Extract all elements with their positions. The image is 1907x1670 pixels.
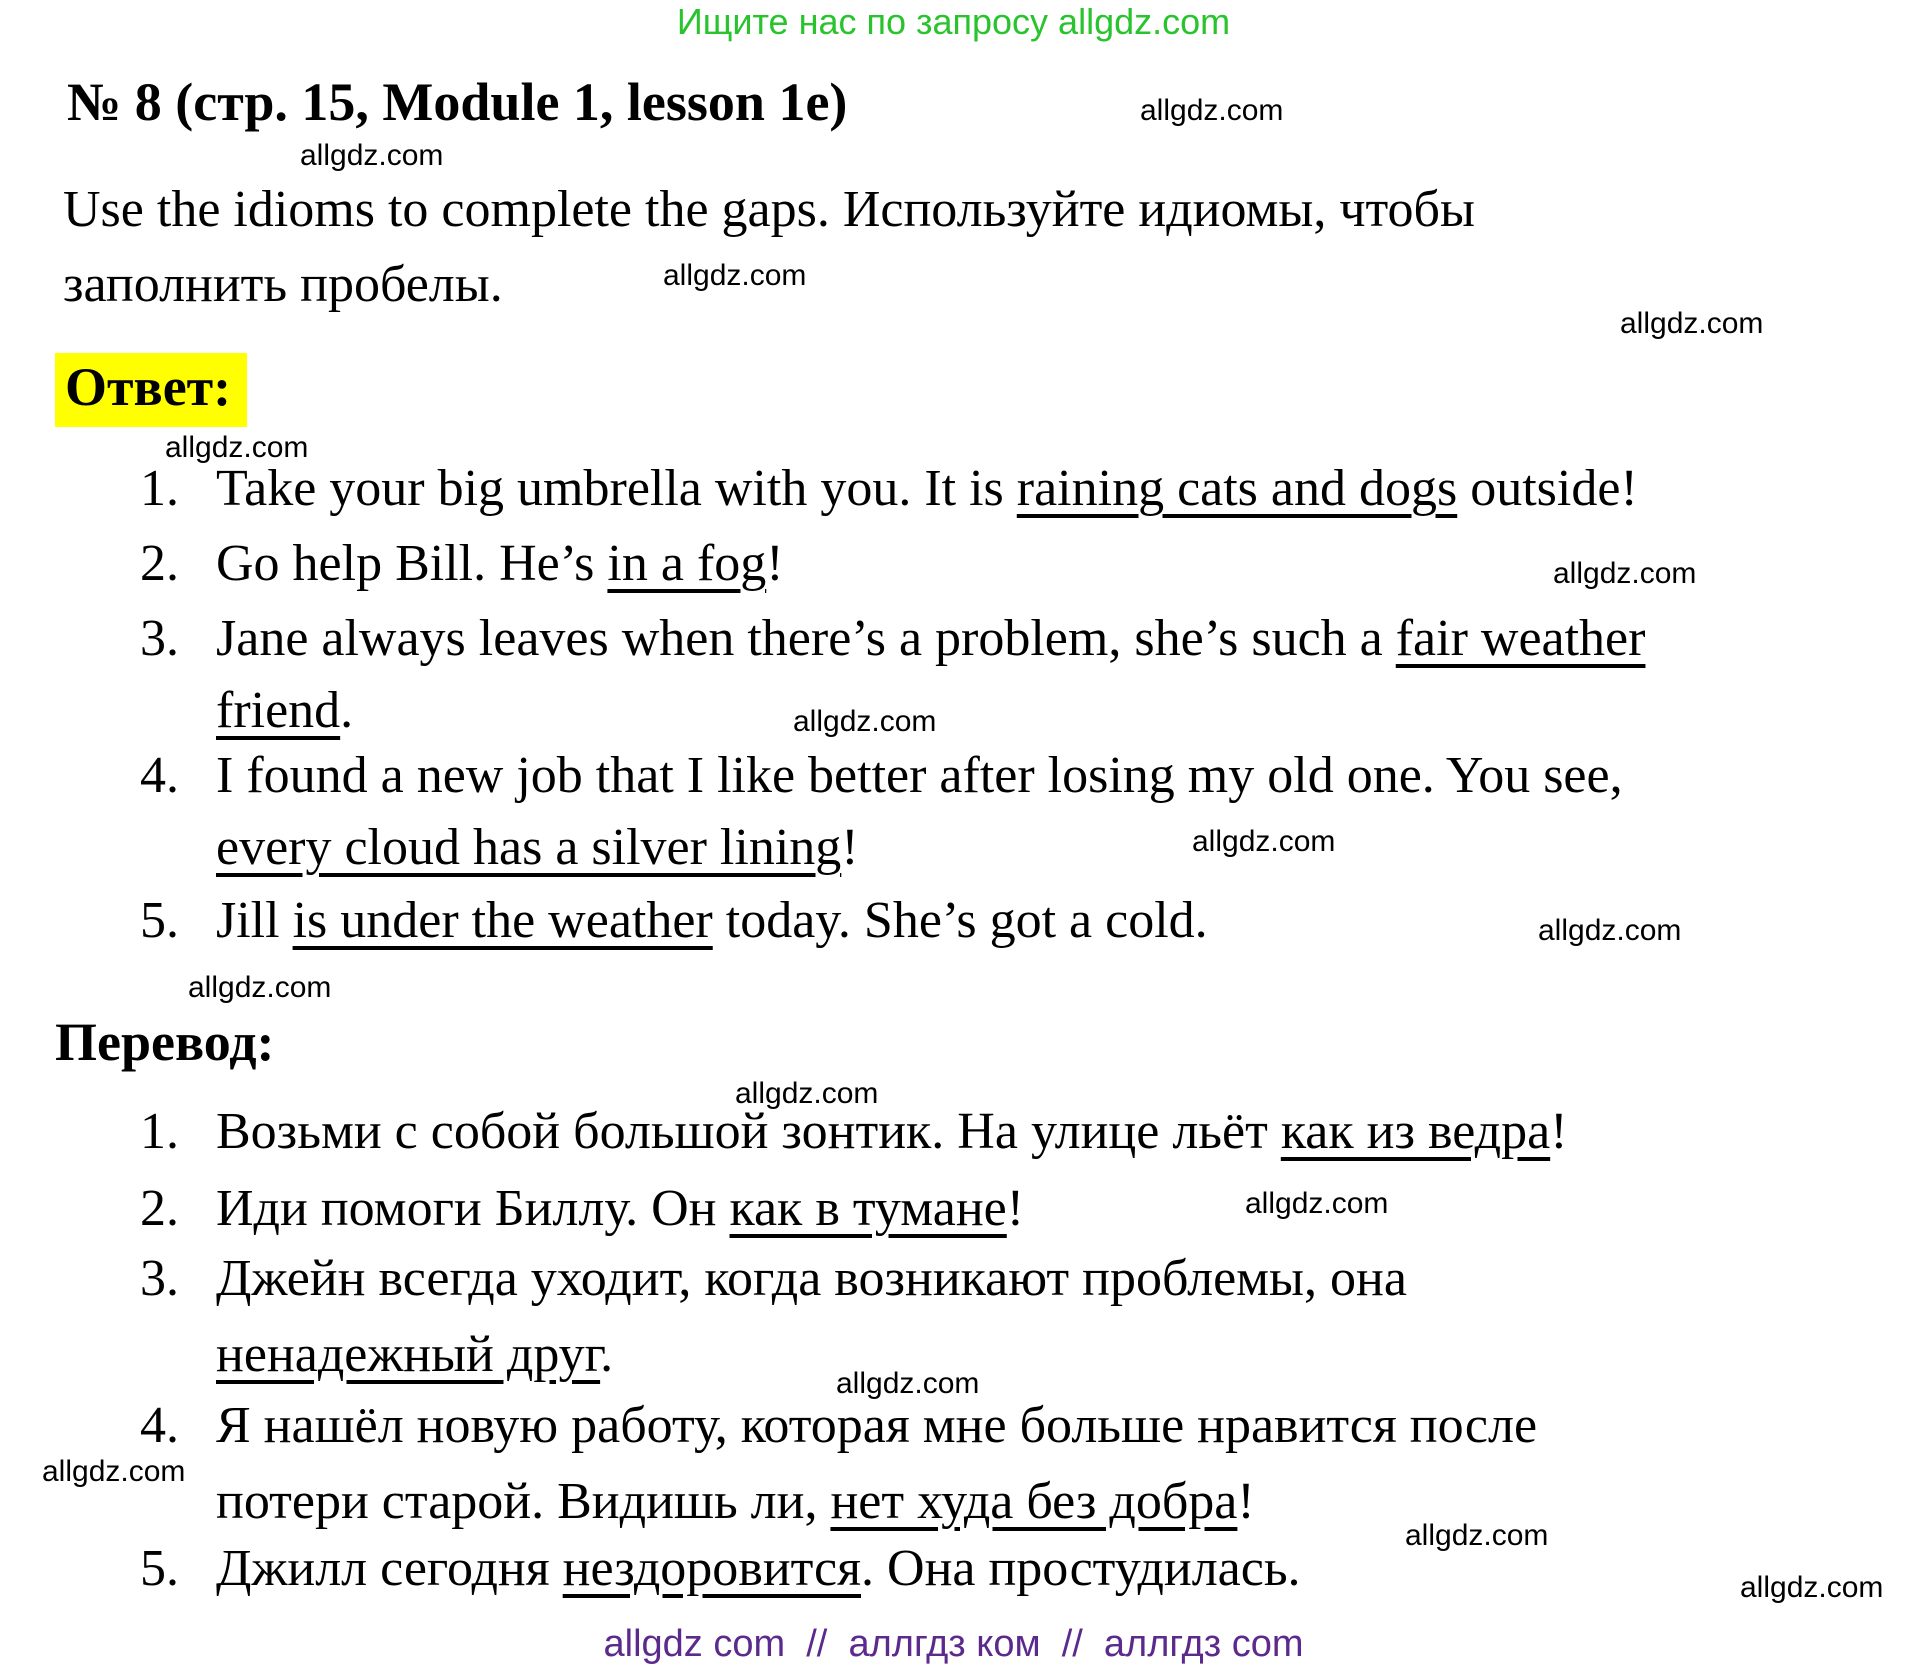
item-text: Возьми с собой большой зонтик. На улице льёт xyxy=(216,1103,1281,1160)
item-text: ! xyxy=(841,819,859,876)
item-text: . xyxy=(600,1326,614,1383)
item-number: 1. xyxy=(140,1103,179,1160)
item-text: Jane always leaves when there’s a problem, she’s such a xyxy=(216,610,1396,667)
translation-item-3 xyxy=(140,1241,1870,1393)
item-number: 5. xyxy=(140,892,179,949)
idiom-underlined: is under the weather xyxy=(292,892,713,949)
answer-item-4 xyxy=(140,740,1870,884)
item-text: . Она простудилась. xyxy=(861,1540,1301,1597)
item-text: ! xyxy=(1237,1473,1255,1530)
item-number: 4. xyxy=(140,1397,179,1454)
item-number: 3. xyxy=(140,1250,179,1307)
watermark: allgdz.com xyxy=(1245,1187,1389,1220)
item-text: потери старой. Видишь ли, xyxy=(216,1473,831,1530)
task-text-line-1: Use the idioms to complete the gaps. Используйте идиомы, чтобы xyxy=(63,181,1475,238)
item-number: 4. xyxy=(140,747,179,804)
item-line xyxy=(140,1094,1870,1170)
idiom-underlined: ненадежный друг xyxy=(216,1326,601,1383)
item-text: today. She’s got a cold. xyxy=(712,892,1208,949)
watermark: allgdz.com xyxy=(836,1367,980,1400)
idiom-underlined: как из ведра xyxy=(1280,1103,1551,1160)
watermark: allgdz.com xyxy=(1140,94,1284,127)
answer-item-3 xyxy=(140,603,1870,747)
watermark: allgdz.com xyxy=(1553,557,1697,590)
item-continuation-line xyxy=(140,812,1870,884)
item-continuation-line xyxy=(140,675,1870,747)
watermark: allgdz.com xyxy=(1538,914,1682,947)
watermark: allgdz.com xyxy=(42,1455,186,1488)
item-continuation-line xyxy=(140,1464,1870,1540)
item-number: 1. xyxy=(140,460,179,517)
watermark: allgdz.com xyxy=(300,139,444,172)
idiom-underlined: как в тумане xyxy=(729,1180,1007,1237)
watermark: allgdz.com xyxy=(165,431,309,464)
footer-note: allgdz com // аллгдз ком // аллгдз com xyxy=(603,1623,1304,1665)
item-number: 2. xyxy=(140,1180,179,1237)
watermark: allgdz.com xyxy=(793,705,937,738)
item-text: Я нашёл новую работу, которая мне больше нравится после xyxy=(216,1397,1538,1454)
translation-label: Перевод: xyxy=(55,1012,275,1072)
item-text: ! xyxy=(1006,1180,1025,1237)
idiom-underlined: every cloud has a silver lining xyxy=(216,819,842,876)
translation-item-1 xyxy=(140,1094,1870,1170)
item-text: Иди помоги Биллу. Он xyxy=(216,1180,730,1237)
item-number: 5. xyxy=(140,1540,179,1597)
task-text-line-2: заполнить пробелы. xyxy=(63,256,503,313)
item-text: Take your big umbrella with you. It is xyxy=(216,460,1017,517)
item-text: outside! xyxy=(1457,460,1638,517)
item-text: . xyxy=(340,682,354,739)
answer-label: Ответ: xyxy=(65,357,232,417)
top-note: Ищите нас по запросу allgdz.com xyxy=(676,1,1231,42)
watermark: allgdz.com xyxy=(1620,307,1764,340)
item-text: Go help Bill. He’s xyxy=(216,535,608,592)
watermark: allgdz.com xyxy=(1740,1571,1884,1604)
idiom-underlined: fair weather xyxy=(1395,610,1646,667)
item-line xyxy=(140,1171,1870,1247)
item-text: Джейн всегда уходит, когда возникают проблемы, она xyxy=(216,1250,1407,1307)
item-text: I found a new job that I like better after losing my old one. You see, xyxy=(216,747,1623,804)
watermark: allgdz.com xyxy=(1192,825,1336,858)
item-number: 2. xyxy=(140,535,179,592)
answer-label-highlight xyxy=(55,353,247,427)
watermark: allgdz.com xyxy=(663,259,807,292)
idiom-underlined: нездоровится xyxy=(562,1540,862,1597)
idiom-underlined: friend xyxy=(216,682,341,739)
item-line xyxy=(140,1388,1870,1464)
item-line xyxy=(140,603,1870,675)
item-line xyxy=(140,453,1870,525)
idiom-underlined: in a fog xyxy=(607,535,767,592)
idiom-underlined: нет худа без добра xyxy=(830,1473,1238,1530)
translation-item-5 xyxy=(140,1531,1870,1607)
idiom-underlined: raining cats and dogs xyxy=(1016,460,1458,517)
item-line xyxy=(140,740,1870,812)
item-text: ! xyxy=(1550,1103,1568,1160)
item-text: ! xyxy=(766,535,784,592)
translation-item-4 xyxy=(140,1388,1870,1540)
answer-item-1 xyxy=(140,453,1870,525)
item-line xyxy=(140,1241,1870,1317)
item-number: 3. xyxy=(140,610,179,667)
item-text: Jill xyxy=(216,892,293,949)
watermark: allgdz.com xyxy=(735,1077,879,1110)
watermark: allgdz.com xyxy=(1405,1519,1549,1552)
watermark: allgdz.com xyxy=(188,971,332,1004)
item-continuation-line xyxy=(140,1317,1870,1393)
page-title: № 8 (стр. 15, Module 1, lesson 1e) xyxy=(67,72,848,132)
item-text: Джилл сегодня xyxy=(216,1540,563,1597)
translation-item-2 xyxy=(140,1171,1870,1247)
item-line xyxy=(140,1531,1870,1607)
